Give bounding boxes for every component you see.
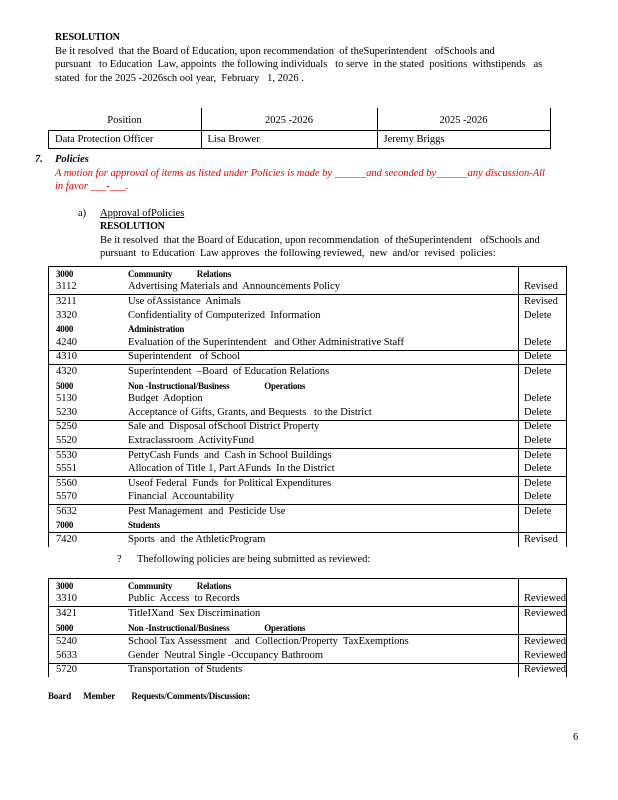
policy-title: Evaluation of the Superintendent and Other Administrative Staff (123, 336, 519, 350)
policy-code: 4310 (49, 350, 124, 365)
cell-position: Data Protection Officer (49, 131, 202, 149)
page-number: 6 (573, 732, 579, 743)
text-line: Be it resolved that the Board of Education, upon recommendation of theSuperintendent ofSchools and (100, 235, 540, 246)
policy-row (49, 533, 567, 547)
resolution-body-2 (100, 234, 540, 261)
policy-title: Gender Neutral Single -Occupancy Bathroom (123, 649, 519, 663)
policy-row (49, 434, 567, 448)
text-line: stated for the 2025 -2026sch ool year, February 1, 2026 . (55, 72, 304, 84)
policy-title: Sports and the AthleticProgram (128, 534, 266, 546)
policy-status: Delete (519, 309, 567, 323)
policy-title: Confidentiality of Computerized Information (128, 309, 321, 321)
board-member-requests-label: Board Member Requests/Comments/Discussion: (48, 691, 251, 701)
item-number: 7. (35, 154, 43, 165)
policy-section-row (49, 379, 567, 393)
policy-section-row (49, 322, 567, 336)
policy-status (519, 579, 567, 593)
policy-row (49, 281, 567, 295)
text-line: pursuant to Education Law approves the following reviewed, new and/or revised policies: (100, 248, 496, 260)
policy-status: Delete (519, 491, 567, 505)
policy-status: Reviewed (519, 663, 567, 677)
policy-title: Sale and Disposal ofSchool District Property (128, 421, 320, 433)
policy-row (49, 406, 567, 420)
policy-section-row (49, 621, 567, 635)
policy-status: Delete (519, 434, 567, 448)
policy-code: 5240 (49, 635, 124, 649)
question-bullet-icon: ? (117, 554, 122, 565)
policy-code: 5560 (49, 476, 124, 490)
policy-code: 4320 (49, 365, 124, 379)
policy-code: 5250 (49, 420, 124, 434)
motion-text-line: A motion for approval of items as listed under Policies is made by ______and seconded by______any discussion-All (55, 168, 545, 179)
reviewed-intro (117, 554, 370, 565)
motion-text (55, 167, 545, 194)
reviewed-intro-text: Thefollowing policies are being submitted as reviewed: (137, 554, 371, 565)
subitem-label: a) (78, 208, 87, 219)
policy-status (519, 519, 567, 533)
resolution-body (55, 45, 542, 85)
policy-row (49, 663, 567, 677)
policy-status: Revised (519, 281, 567, 295)
column-header-year-1: 2025 -2026 (201, 108, 377, 131)
policy-code: 5230 (49, 406, 124, 420)
policy-status: Delete (519, 420, 567, 434)
policy-code: 5632 (49, 505, 124, 519)
policy-row (49, 295, 567, 309)
policy-code: 5633 (49, 649, 124, 663)
policy-status: Revised (519, 295, 567, 309)
policies-section-title: Policies (55, 154, 89, 165)
policy-status (519, 379, 567, 393)
policy-code: 3000 (49, 267, 124, 281)
appointments-row (49, 131, 551, 149)
policy-title: Extraclassroom ActivityFund (123, 434, 519, 448)
policy-status: Delete (519, 505, 567, 519)
policy-code: 5000 (49, 379, 124, 393)
cell-appointee-1: Lisa Brower (201, 131, 377, 149)
policy-status: Reviewed (519, 635, 567, 649)
policy-title: Allocation of Title 1, Part AFunds In the District (123, 462, 519, 476)
cell-appointee-2: Jeremy Briggs (377, 131, 550, 149)
text-line: Be it resolved that the Board of Education, upon recommendation of theSuperintendent ofSchools and (55, 46, 495, 57)
policy-code: 3000 (49, 579, 124, 593)
policy-title: Advertising Materials and Announcements Policy (123, 281, 519, 295)
policy-code: 7000 (49, 519, 124, 533)
policy-row (49, 593, 567, 607)
policy-status: Revised (519, 533, 567, 547)
policy-code: 4240 (49, 336, 124, 350)
policy-row (49, 462, 567, 476)
policy-title: Budget Adoption (128, 393, 203, 405)
policy-title: School Tax Assessment and Collection/Property TaxExemptions (128, 636, 409, 648)
resolution-heading-2: RESOLUTION (100, 221, 165, 232)
policy-status: Delete (519, 448, 567, 462)
policy-status: Delete (519, 462, 567, 476)
policy-code: 5520 (49, 434, 124, 448)
policy-status: Delete (519, 476, 567, 490)
policies-table (48, 266, 567, 547)
policy-status: Reviewed (519, 593, 567, 607)
policy-row (49, 336, 567, 350)
policy-code: 3320 (49, 309, 124, 323)
policy-code: 3310 (49, 593, 124, 607)
policy-code: 5570 (49, 491, 124, 505)
policy-status (519, 621, 567, 635)
policy-status: Delete (519, 365, 567, 379)
policy-title: Administration (128, 324, 185, 335)
policy-code: 4000 (49, 322, 124, 336)
policy-status: Delete (519, 406, 567, 420)
policy-row (49, 635, 567, 649)
approval-subitem (78, 208, 184, 219)
policy-code: 3112 (49, 281, 124, 295)
policy-row (49, 392, 567, 406)
policy-title: Superintendent of School (123, 350, 519, 365)
column-header-year-2: 2025 -2026 (377, 108, 550, 131)
policy-row (49, 649, 567, 663)
reviewed-policies-table (48, 578, 567, 677)
resolution-heading: RESOLUTION (55, 32, 120, 43)
appointments-header-row (49, 108, 551, 131)
policy-title: Useof Federal Funds for Political Expenditures (128, 477, 332, 489)
policy-code: 5530 (49, 448, 124, 462)
policy-title: Non -Instructional/Business Operations (128, 380, 306, 391)
policy-row (49, 365, 567, 379)
appointments-table (48, 108, 551, 149)
policy-code: 5551 (49, 462, 124, 476)
policy-section-row (49, 579, 567, 593)
policy-row (49, 505, 567, 519)
column-header-position: Position (49, 108, 202, 131)
policy-status: Delete (519, 392, 567, 406)
policy-section-row (49, 267, 567, 281)
policy-code: 5720 (49, 663, 124, 677)
policy-title: Financial Accountability (123, 491, 519, 505)
policy-row (49, 607, 567, 621)
policy-title: Use ofAssistance Animals (128, 295, 241, 307)
policy-code: 5130 (49, 392, 124, 406)
policy-code: 3421 (49, 607, 124, 621)
policy-row (49, 476, 567, 490)
policy-status: Delete (519, 336, 567, 350)
policy-title: Superintendent –Board of Education Relations (128, 365, 330, 377)
policy-title: Students (123, 519, 519, 533)
policy-status (519, 267, 567, 281)
policy-code: 5000 (49, 621, 124, 635)
text-line: pursuant to Education Law, appoints the following individuals to serve in the stated positions withstipends as (55, 59, 543, 71)
policy-row (49, 491, 567, 505)
policy-title: Pest Management and Pesticide Use (128, 505, 286, 517)
policy-status (519, 322, 567, 336)
policy-title: Community Relations (128, 268, 232, 279)
policy-title: Public Access to Records (123, 593, 519, 607)
policy-row (49, 350, 567, 365)
policy-code: 3211 (49, 295, 124, 309)
policy-status: Reviewed (519, 607, 567, 621)
policy-code: 7420 (49, 533, 124, 547)
policy-row (49, 420, 567, 434)
policy-title: PettyCash Funds and Cash in School Buildings (128, 449, 332, 461)
motion-text-line: in favor ___-___. (55, 181, 129, 193)
policy-row (49, 448, 567, 462)
policy-section-row (49, 519, 567, 533)
approval-of-policies-title: Approval ofPolicies (100, 208, 185, 219)
policy-status: Reviewed (519, 649, 567, 663)
policy-title: TitleIXand Sex Discrimination (128, 607, 261, 619)
policy-title: Community Relations (128, 580, 232, 591)
policy-row (49, 309, 567, 323)
policy-title: Non -Instructional/Business Operations (123, 621, 519, 635)
policy-status: Delete (519, 350, 567, 365)
policies-section-heading (35, 154, 89, 165)
policy-title: Acceptance of Gifts, Grants, and Bequests to the District (123, 406, 519, 420)
policy-title: Transportation of Students (128, 664, 243, 676)
